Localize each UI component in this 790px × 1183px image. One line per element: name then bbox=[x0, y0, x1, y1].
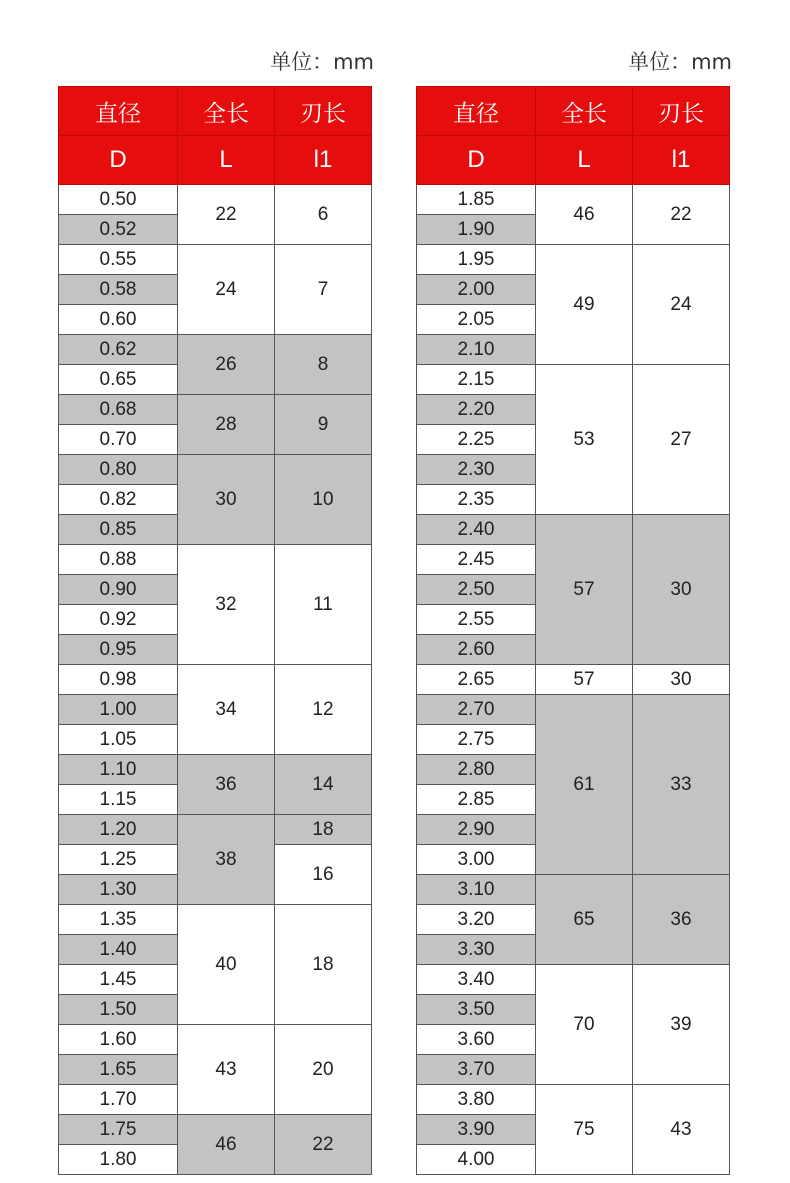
table-row bbox=[59, 755, 372, 785]
total-length-cell: 40 bbox=[178, 905, 275, 1025]
diameter-cell: 2.75 bbox=[417, 725, 536, 755]
diameter-cell: 2.45 bbox=[417, 545, 536, 575]
diameter-cell: 2.20 bbox=[417, 395, 536, 425]
total-length-cell: 30 bbox=[178, 455, 275, 545]
blade-length-cell: 12 bbox=[275, 665, 372, 755]
header-total-length: 全长 bbox=[536, 87, 633, 136]
table-row bbox=[59, 1115, 372, 1145]
total-length-cell: 34 bbox=[178, 665, 275, 755]
table-row bbox=[417, 965, 730, 995]
blade-length-cell: 36 bbox=[633, 875, 730, 965]
diameter-cell: 1.40 bbox=[59, 935, 178, 965]
table-row bbox=[417, 695, 730, 725]
diameter-cell: 3.00 bbox=[417, 845, 536, 875]
table-row bbox=[59, 665, 372, 695]
diameter-cell: 2.05 bbox=[417, 305, 536, 335]
diameter-cell: 1.35 bbox=[59, 905, 178, 935]
total-length-cell: 32 bbox=[178, 545, 275, 665]
diameter-cell: 2.85 bbox=[417, 785, 536, 815]
diameter-cell: 0.55 bbox=[59, 245, 178, 275]
diameter-cell: 1.75 bbox=[59, 1115, 178, 1145]
blade-length-cell: 30 bbox=[633, 665, 730, 695]
table-row bbox=[417, 515, 730, 545]
table-row bbox=[417, 185, 730, 215]
diameter-cell: 0.90 bbox=[59, 575, 178, 605]
blade-length-cell: 18 bbox=[275, 905, 372, 1025]
blade-length-cell: 24 bbox=[633, 245, 730, 365]
diameter-cell: 2.15 bbox=[417, 365, 536, 395]
blade-length-cell: 39 bbox=[633, 965, 730, 1085]
unit-label-right: 单位：mm bbox=[628, 50, 732, 74]
total-length-cell: 49 bbox=[536, 245, 633, 365]
diameter-cell: 2.50 bbox=[417, 575, 536, 605]
symbol-l1: l1 bbox=[275, 136, 372, 185]
diameter-cell: 0.65 bbox=[59, 365, 178, 395]
symbol-l1: l1 bbox=[633, 136, 730, 185]
table-row bbox=[417, 245, 730, 275]
diameter-cell: 3.50 bbox=[417, 995, 536, 1025]
total-length-cell: 22 bbox=[178, 185, 275, 245]
table-row bbox=[417, 1085, 730, 1115]
blade-length-cell: 27 bbox=[633, 365, 730, 515]
diameter-cell: 0.62 bbox=[59, 335, 178, 365]
header-diameter: 直径 bbox=[417, 87, 536, 136]
total-length-cell: 53 bbox=[536, 365, 633, 515]
blade-length-cell: 10 bbox=[275, 455, 372, 545]
symbol-l: L bbox=[536, 136, 633, 185]
diameter-cell: 2.25 bbox=[417, 425, 536, 455]
blade-length-cell: 20 bbox=[275, 1025, 372, 1115]
blade-length-cell: 6 bbox=[275, 185, 372, 245]
diameter-cell: 0.70 bbox=[59, 425, 178, 455]
symbol-l: L bbox=[178, 136, 275, 185]
diameter-cell: 1.10 bbox=[59, 755, 178, 785]
blade-length-cell: 8 bbox=[275, 335, 372, 395]
diameter-cell: 0.85 bbox=[59, 515, 178, 545]
header-row bbox=[417, 87, 730, 136]
diameter-cell: 0.52 bbox=[59, 215, 178, 245]
table-row bbox=[417, 665, 730, 695]
diameter-cell: 1.05 bbox=[59, 725, 178, 755]
total-length-cell: 28 bbox=[178, 395, 275, 455]
diameter-cell: 1.85 bbox=[417, 185, 536, 215]
diameter-cell: 1.95 bbox=[417, 245, 536, 275]
diameter-cell: 3.40 bbox=[417, 965, 536, 995]
header-diameter: 直径 bbox=[59, 87, 178, 136]
table-row bbox=[59, 185, 372, 215]
diameter-cell: 3.70 bbox=[417, 1055, 536, 1085]
blade-length-cell: 16 bbox=[275, 845, 372, 905]
symbol-row bbox=[59, 136, 372, 185]
diameter-cell: 1.65 bbox=[59, 1055, 178, 1085]
table-row bbox=[59, 905, 372, 935]
diameter-cell: 2.80 bbox=[417, 755, 536, 785]
diameter-cell: 0.68 bbox=[59, 395, 178, 425]
spec-table-left bbox=[58, 86, 372, 1175]
diameter-cell: 0.80 bbox=[59, 455, 178, 485]
table-row bbox=[59, 245, 372, 275]
total-length-cell: 26 bbox=[178, 335, 275, 395]
blade-length-cell: 22 bbox=[275, 1115, 372, 1175]
symbol-d: D bbox=[59, 136, 178, 185]
blade-length-cell: 33 bbox=[633, 695, 730, 875]
diameter-cell: 3.30 bbox=[417, 935, 536, 965]
diameter-cell: 1.25 bbox=[59, 845, 178, 875]
diameter-cell: 0.82 bbox=[59, 485, 178, 515]
blade-length-cell: 22 bbox=[633, 185, 730, 245]
diameter-cell: 2.35 bbox=[417, 485, 536, 515]
total-length-cell: 57 bbox=[536, 515, 633, 665]
diameter-cell: 1.30 bbox=[59, 875, 178, 905]
total-length-cell: 65 bbox=[536, 875, 633, 965]
blade-length-cell: 9 bbox=[275, 395, 372, 455]
table-row bbox=[59, 335, 372, 365]
total-length-cell: 57 bbox=[536, 665, 633, 695]
diameter-cell: 2.00 bbox=[417, 275, 536, 305]
header-blade-length: 刃长 bbox=[275, 87, 372, 136]
blade-length-cell: 43 bbox=[633, 1085, 730, 1175]
table-row bbox=[59, 545, 372, 575]
spec-table-right bbox=[416, 86, 730, 1175]
header-blade-length: 刃长 bbox=[633, 87, 730, 136]
blade-length-cell: 14 bbox=[275, 755, 372, 815]
diameter-cell: 3.80 bbox=[417, 1085, 536, 1115]
diameter-cell: 0.88 bbox=[59, 545, 178, 575]
total-length-cell: 24 bbox=[178, 245, 275, 335]
diameter-cell: 0.50 bbox=[59, 185, 178, 215]
symbol-row bbox=[417, 136, 730, 185]
diameter-cell: 2.65 bbox=[417, 665, 536, 695]
header-row bbox=[59, 87, 372, 136]
diameter-cell: 1.90 bbox=[417, 215, 536, 245]
diameter-cell: 1.60 bbox=[59, 1025, 178, 1055]
diameter-cell: 1.80 bbox=[59, 1145, 178, 1175]
diameter-cell: 1.20 bbox=[59, 815, 178, 845]
diameter-cell: 1.45 bbox=[59, 965, 178, 995]
diameter-cell: 2.60 bbox=[417, 635, 536, 665]
table-row bbox=[59, 455, 372, 485]
diameter-cell: 2.55 bbox=[417, 605, 536, 635]
diameter-cell: 0.58 bbox=[59, 275, 178, 305]
total-length-cell: 75 bbox=[536, 1085, 633, 1175]
diameter-cell: 2.70 bbox=[417, 695, 536, 725]
diameter-cell: 3.10 bbox=[417, 875, 536, 905]
table-row bbox=[417, 875, 730, 905]
diameter-cell: 0.98 bbox=[59, 665, 178, 695]
diameter-cell: 2.30 bbox=[417, 455, 536, 485]
diameter-cell: 0.95 bbox=[59, 635, 178, 665]
diameter-cell: 0.60 bbox=[59, 305, 178, 335]
total-length-cell: 38 bbox=[178, 815, 275, 905]
total-length-cell: 43 bbox=[178, 1025, 275, 1115]
table-row bbox=[59, 815, 372, 845]
blade-length-cell: 7 bbox=[275, 245, 372, 335]
table-row bbox=[417, 365, 730, 395]
blade-length-cell: 30 bbox=[633, 515, 730, 665]
blade-length-cell: 18 bbox=[275, 815, 372, 845]
diameter-cell: 1.00 bbox=[59, 695, 178, 725]
table-row bbox=[59, 1025, 372, 1055]
blade-length-cell: 11 bbox=[275, 545, 372, 665]
table-row bbox=[59, 395, 372, 425]
total-length-cell: 46 bbox=[536, 185, 633, 245]
diameter-cell: 2.10 bbox=[417, 335, 536, 365]
diameter-cell: 0.92 bbox=[59, 605, 178, 635]
diameter-cell: 3.90 bbox=[417, 1115, 536, 1145]
unit-label-left: 单位：mm bbox=[270, 50, 374, 74]
diameter-cell: 2.40 bbox=[417, 515, 536, 545]
header-total-length: 全长 bbox=[178, 87, 275, 136]
diameter-cell: 2.90 bbox=[417, 815, 536, 845]
symbol-d: D bbox=[417, 136, 536, 185]
diameter-cell: 3.20 bbox=[417, 905, 536, 935]
diameter-cell: 1.15 bbox=[59, 785, 178, 815]
diameter-cell: 4.00 bbox=[417, 1145, 536, 1175]
total-length-cell: 70 bbox=[536, 965, 633, 1085]
diameter-cell: 1.50 bbox=[59, 995, 178, 1025]
diameter-cell: 3.60 bbox=[417, 1025, 536, 1055]
total-length-cell: 46 bbox=[178, 1115, 275, 1175]
total-length-cell: 61 bbox=[536, 695, 633, 875]
total-length-cell: 36 bbox=[178, 755, 275, 815]
diameter-cell: 1.70 bbox=[59, 1085, 178, 1115]
